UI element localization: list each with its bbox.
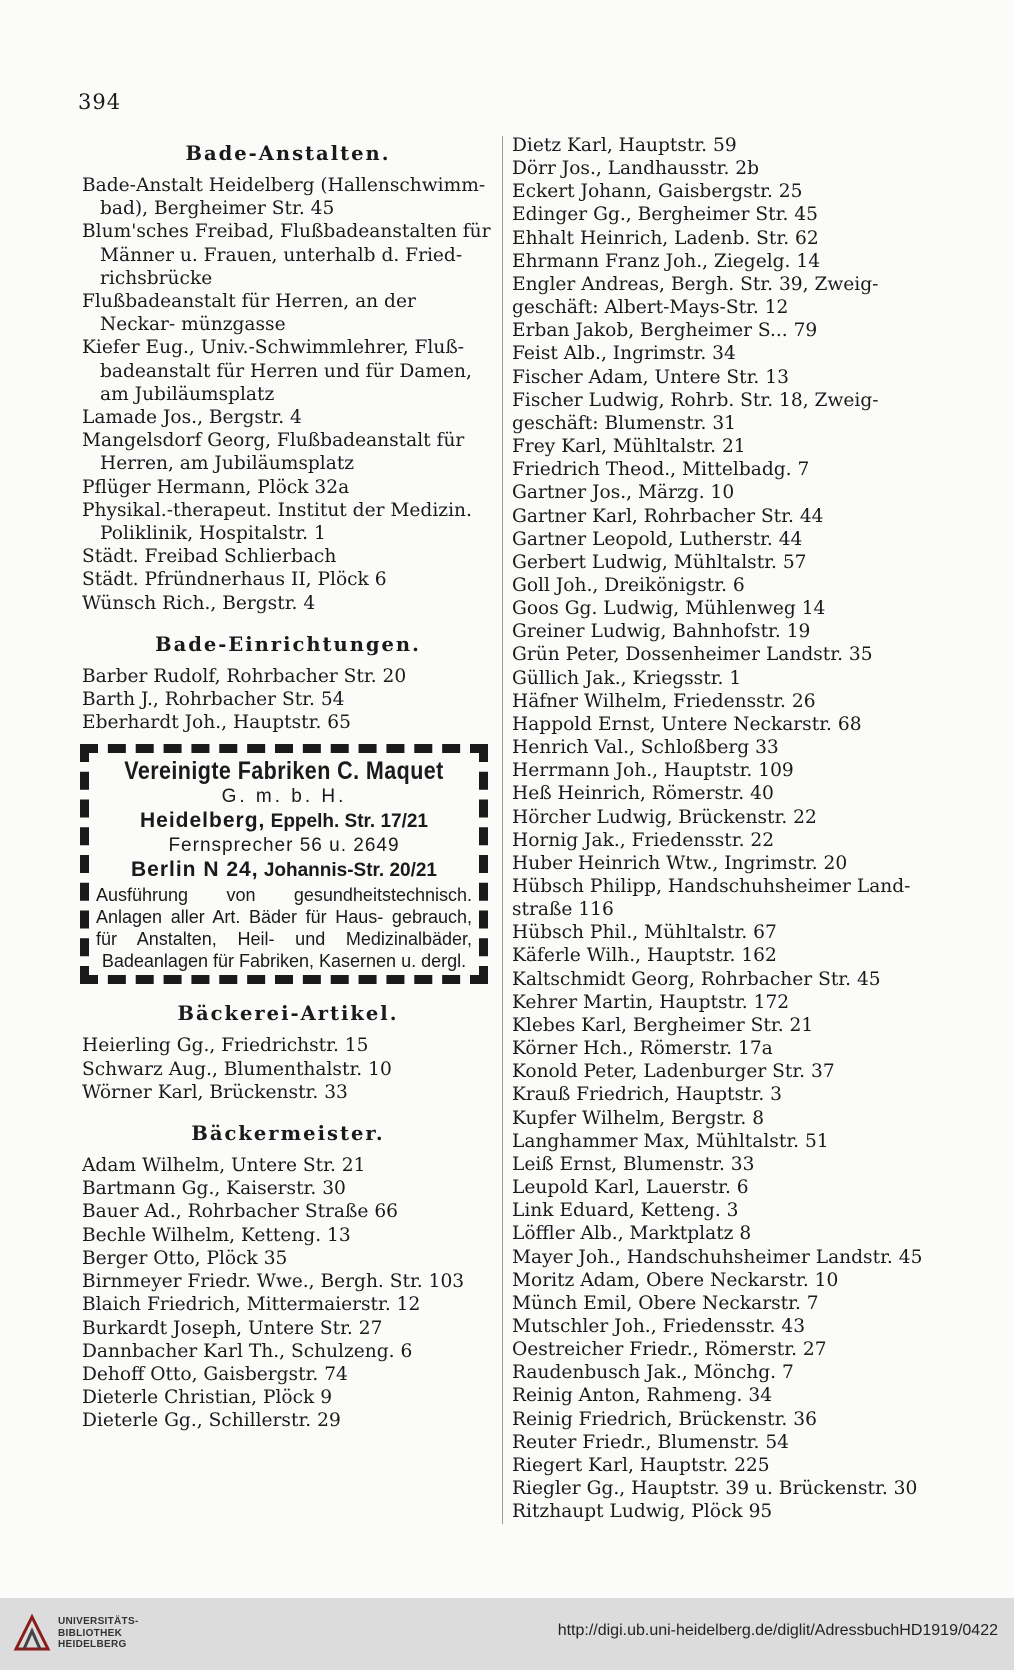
section-heading-bade-einrichtungen: Bade-Einrichtungen.: [155, 632, 421, 656]
ad-title: Vereinigte Fabriken C. Maquet: [124, 757, 444, 786]
directory-entry: Dannbacher Karl Th., Schulzeng. 6: [82, 1340, 413, 1362]
directory-entry: Krauß Friedrich, Hauptstr. 3: [512, 1084, 783, 1106]
directory-entry: Klebes Karl, Bergheimer Str. 21: [512, 1014, 814, 1036]
directory-entry: Eberhardt Joh., Hauptstr. 65: [82, 712, 351, 734]
directory-entry: Bechle Wilhelm, Ketteng. 13: [82, 1224, 351, 1246]
directory-entry: straße 116: [512, 899, 614, 921]
entry-list-bade-einrichtungen: [82, 665, 494, 735]
directory-entry: Bauer Ad., Rohrbacher Straße 66: [82, 1201, 399, 1223]
directory-entry: Gartner Jos., Märzg. 10: [512, 482, 735, 504]
left-column: [82, 138, 494, 1433]
directory-entry: Gartner Karl, Rohrbacher Str. 44: [512, 505, 824, 527]
directory-entry: Eckert Johann, Gaisbergstr. 25: [512, 181, 803, 203]
entry-list-right: [512, 134, 942, 1523]
logo-line: BIBLIOTHEK: [58, 1627, 123, 1639]
directory-entry: Städt. Pfründnerhaus II, Plöck 6: [82, 569, 387, 591]
directory-entry: Blum'sches Freibad, Flußbadeanstalten für Männer u. Frauen, unterhalb d. Fried- richsbrücke: [82, 221, 491, 289]
directory-entry: Gerbert Ludwig, Mühltalstr. 57: [512, 551, 807, 573]
directory-entry: Happold Ernst, Untere Neckarstr. 68: [512, 713, 862, 735]
directory-entry: Kehrer Martin, Hauptstr. 172: [512, 991, 790, 1013]
directory-entry: Goos Gg. Ludwig, Mühlenweg 14: [512, 598, 826, 620]
directory-entry: Barber Rudolf, Rohrbacher Str. 20: [82, 665, 407, 687]
directory-entry: Adam Wilhelm, Untere Str. 21: [82, 1155, 366, 1177]
library-logo-text: [58, 1616, 139, 1651]
directory-entry: Mutschler Joh., Friedensstr. 43: [512, 1315, 806, 1337]
directory-entry: Dehoff Otto, Gaisbergstr. 74: [82, 1363, 348, 1385]
directory-entry: Käferle Wilh., Hauptstr. 162: [512, 945, 777, 967]
directory-entry: Häfner Wilhelm, Friedensstr. 26: [512, 690, 816, 712]
directory-entry: Mayer Joh., Handschuhsheimer Landstr. 45: [512, 1246, 923, 1268]
directory-entry: Kiefer Eug., Univ.-Schwimmlehrer, Fluß- badeanstalt für Herren und für Damen, am Jubiläumsplatz: [82, 337, 472, 405]
directory-entry: Bartmann Gg., Kaiserstr. 30: [82, 1178, 346, 1200]
directory-entry: Münch Emil, Obere Neckarstr. 7: [512, 1292, 819, 1314]
directory-entry: Erban Jakob, Bergheimer S... 79: [512, 320, 818, 342]
directory-entry: Hübsch Phil., Mühltalstr. 67: [512, 922, 777, 944]
directory-entry: Dietz Karl, Hauptstr. 59: [512, 135, 737, 156]
directory-entry: Birnmeyer Friedr. Wwe., Bergh. Str. 103: [82, 1271, 465, 1293]
directory-entry: Mangelsdorf Georg, Flußbadeanstalt für Herren, am Jubiläumsplatz: [82, 430, 465, 475]
directory-entry: Reinig Friedrich, Brückenstr. 36: [512, 1408, 817, 1430]
directory-entry: Leiß Ernst, Blumenstr. 33: [512, 1153, 755, 1175]
directory-entry: Schwarz Aug., Blumenthalstr. 10: [82, 1058, 392, 1080]
directory-entry: Gartner Leopold, Lutherstr. 44: [512, 528, 803, 550]
directory-entry: Blaich Friedrich, Mittermaierstr. 12: [82, 1294, 421, 1316]
source-url-link[interactable]: http://digi.ub.uni-heidelberg.de/diglit/AdressbuchHD1919/0422: [557, 1622, 998, 1639]
directory-entry: Körner Hch., Römerstr. 17a: [512, 1038, 773, 1060]
directory-entry: Ritzhaupt Ludwig, Plöck 95: [512, 1501, 773, 1523]
directory-entry: Berger Otto, Plöck 35: [82, 1247, 288, 1269]
directory-entry: Heierling Gg., Friedrichstr. 15: [82, 1035, 369, 1057]
directory-entry: Dieterle Christian, Plöck 9: [82, 1387, 333, 1409]
footer-bar: [0, 1598, 1014, 1670]
directory-entry: Moritz Adam, Obere Neckarstr. 10: [512, 1269, 839, 1291]
ad-street-berlin: Johannis-Str. 20/21: [263, 860, 437, 882]
university-library-logo-icon: [12, 1613, 52, 1653]
directory-entry: Dörr Jos., Landhausstr. 2b: [512, 158, 760, 180]
directory-entry: Henrich Val., Schloßberg 33: [512, 737, 779, 759]
advertisement-box: [80, 744, 488, 984]
directory-entry: Frey Karl, Mühltalstr. 21: [512, 436, 746, 458]
directory-entry: Ehrmann Franz Joh., Ziegelg. 14: [512, 250, 821, 272]
directory-entry: geschäft: Albert-Mays-Str. 12: [512, 297, 789, 319]
directory-entry: geschäft: Blumenstr. 31: [512, 412, 736, 434]
ad-phone: Fernsprecher 56 u. 2649: [168, 835, 400, 857]
directory-entry: Herrmann Joh., Hauptstr. 109: [512, 760, 794, 782]
directory-entry: Engler Andreas, Bergh. Str. 39, Zweig-: [512, 273, 879, 295]
directory-entry: Fischer Ludwig, Rohrb. Str. 18, Zweig-: [512, 389, 879, 411]
directory-entry: Kupfer Wilhelm, Bergstr. 8: [512, 1107, 765, 1129]
directory-entry: Riegler Gg., Hauptstr. 39 u. Brückenstr. 30: [512, 1478, 918, 1500]
directory-entry: Raudenbusch Jak., Mönchg. 7: [512, 1362, 794, 1384]
directory-entry: Heß Heinrich, Römerstr. 40: [512, 783, 774, 805]
directory-entry: Feist Alb., Ingrimstr. 34: [512, 343, 736, 365]
logo-line: HEIDELBERG: [58, 1639, 127, 1650]
directory-entry: Lamade Jos., Bergstr. 4: [82, 407, 302, 429]
directory-entry: Oestreicher Friedr., Römerstr. 27: [512, 1339, 827, 1361]
directory-entry: Wörner Karl, Brückenstr. 33: [82, 1081, 348, 1103]
page-number: 394: [78, 90, 122, 114]
section-heading-bade-anstalten: Bade-Anstalten.: [185, 142, 391, 165]
directory-entry: Hübsch Philipp, Handschuhsheimer Land-: [512, 876, 911, 897]
section-heading-baeckermeister: Bäckermeister.: [191, 1122, 385, 1146]
right-column: [512, 134, 942, 1523]
directory-entry: Städt. Freibad Schlierbach: [82, 546, 337, 568]
directory-entry: Flußbadeanstalt für Herren, an der Neckar- münzgasse: [82, 291, 416, 336]
section-heading-baeckerei-artikel: Bäckerei-Artikel.: [177, 1002, 399, 1026]
directory-entry: Langhammer Max, Mühltalstr. 51: [512, 1130, 829, 1152]
directory-entry: Barth J., Rohrbacher Str. 54: [82, 689, 345, 711]
directory-entry: Leupold Karl, Lauerstr. 6: [512, 1177, 749, 1199]
directory-entry: Edinger Gg., Bergheimer Str. 45: [512, 204, 818, 226]
directory-entry: Hörcher Ludwig, Brückenstr. 22: [512, 806, 817, 828]
directory-entry: Pflüger Hermann, Plöck 32a: [82, 476, 350, 498]
entry-list-baeckermeister: [82, 1154, 494, 1432]
directory-entry: Friedrich Theod., Mittelbadg. 7: [512, 459, 810, 481]
ad-subtitle: G. m. b. H.: [221, 786, 347, 808]
logo-line: UNIVERSITÄTS-: [58, 1616, 139, 1627]
directory-entry: Grün Peter, Dossenheimer Landstr. 35: [512, 644, 873, 666]
directory-entry: Fischer Adam, Untere Str. 13: [512, 366, 789, 388]
entry-list-bade-anstalten: [82, 174, 494, 615]
ad-street-heidelberg: Eppelh. Str. 17/21: [270, 811, 428, 833]
directory-entry: Greiner Ludwig, Bahnhofstr. 19: [512, 621, 811, 643]
directory-entry: Ehhalt Heinrich, Ladenb. Str. 62: [512, 227, 819, 249]
directory-entry: Hornig Jak., Friedensstr. 22: [512, 829, 775, 851]
ad-description: Ausführung von gesundheitstechnisch. Anlagen aller Art. Bäder für Haus- gebrauch, für Anstalten, Heil- und Medizinalbäder, Badeanlagen für Fabriken, Kasernen u. dergl.: [96, 885, 472, 972]
directory-entry: Wünsch Rich., Bergstr. 4: [82, 592, 316, 614]
ad-city-berlin: Berlin N 24,: [130, 858, 259, 882]
directory-entry: Dieterle Gg., Schillerstr. 29: [82, 1410, 341, 1432]
directory-entry: Güllich Jak., Kriegsstr. 1: [512, 667, 742, 689]
directory-entry: Burkardt Joseph, Untere Str. 27: [82, 1317, 383, 1339]
directory-entry: Konold Peter, Ladenburger Str. 37: [512, 1061, 835, 1083]
directory-entry: Link Eduard, Ketteng. 3: [512, 1200, 739, 1222]
directory-entry: Reinig Anton, Rahmeng. 34: [512, 1385, 773, 1407]
directory-entry: Goll Joh., Dreikönigstr. 6: [512, 574, 745, 596]
column-divider: [502, 136, 503, 1524]
directory-entry: Kaltschmidt Georg, Rohrbacher Str. 45: [512, 968, 881, 990]
directory-entry: Physikal.-therapeut. Institut der Medizin. Poliklinik, Hospitalstr. 1: [82, 499, 472, 545]
entry-list-baeckerei-artikel: [82, 1034, 494, 1104]
directory-entry: Riegert Karl, Hauptstr. 225: [512, 1454, 770, 1476]
directory-entry: Löffler Alb., Marktplatz 8: [512, 1223, 752, 1245]
ad-city-heidelberg: Heidelberg,: [140, 809, 266, 833]
directory-entry: Bade-Anstalt Heidelberg (Hallenschwimm- bad), Bergheimer Str. 45: [82, 175, 486, 220]
directory-entry: Huber Heinrich Wtw., Ingrimstr. 20: [512, 852, 848, 874]
directory-entry: Reuter Friedr., Blumenstr. 54: [512, 1431, 790, 1453]
